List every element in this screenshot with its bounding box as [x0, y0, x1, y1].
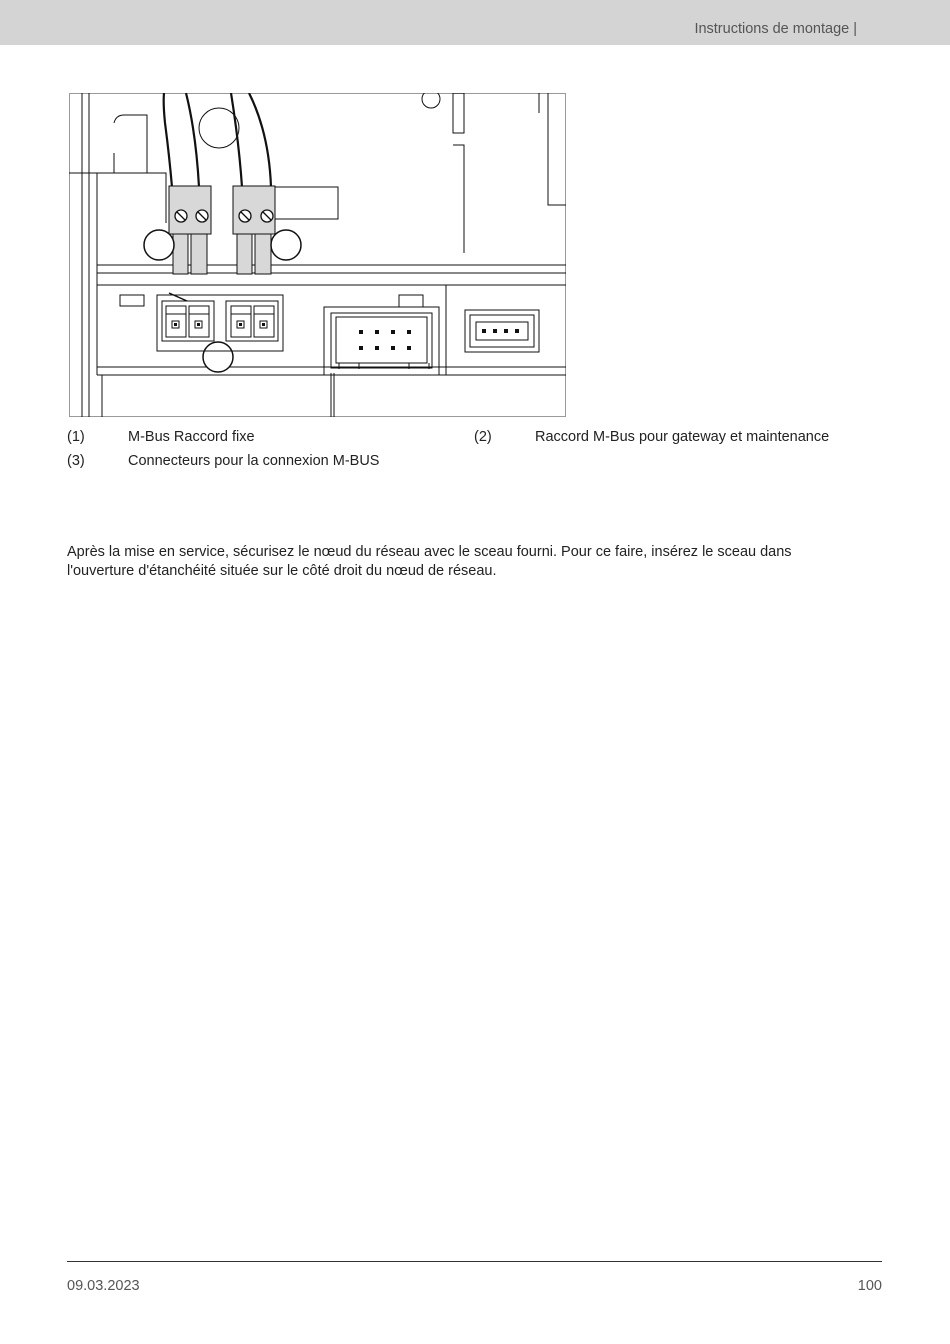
page-number: 100: [857, 1278, 882, 1294]
header-bar: [0, 0, 950, 45]
footer-divider: [67, 1261, 882, 1262]
legend-number: (3): [67, 453, 85, 469]
legend-text: M-Bus Raccord fixe: [128, 429, 255, 445]
legend-text: Connecteurs pour la connexion M-BUS: [128, 453, 380, 469]
legend-text: Raccord M-Bus pour gateway et maintenance: [535, 429, 830, 445]
header-title: Instructions de montage |: [694, 21, 857, 37]
connector-diagram: [69, 93, 566, 417]
legend-item-3: [67, 453, 467, 473]
legend-item-2: [474, 429, 884, 449]
body-paragraph: Après la mise en service, sécurisez le nœud du réseau avec le sceau fourni. Pour ce faire, insérez le sceau dans l'ouverture d'étanchéité située sur le côté droit du nœud de réseau.: [67, 543, 792, 579]
connector-diagram-svg: [69, 93, 566, 417]
legend-item-1: [67, 429, 467, 449]
legend-number: (2): [474, 429, 492, 445]
footer-date: 09.03.2023: [67, 1278, 140, 1294]
legend-number: (1): [67, 429, 85, 445]
